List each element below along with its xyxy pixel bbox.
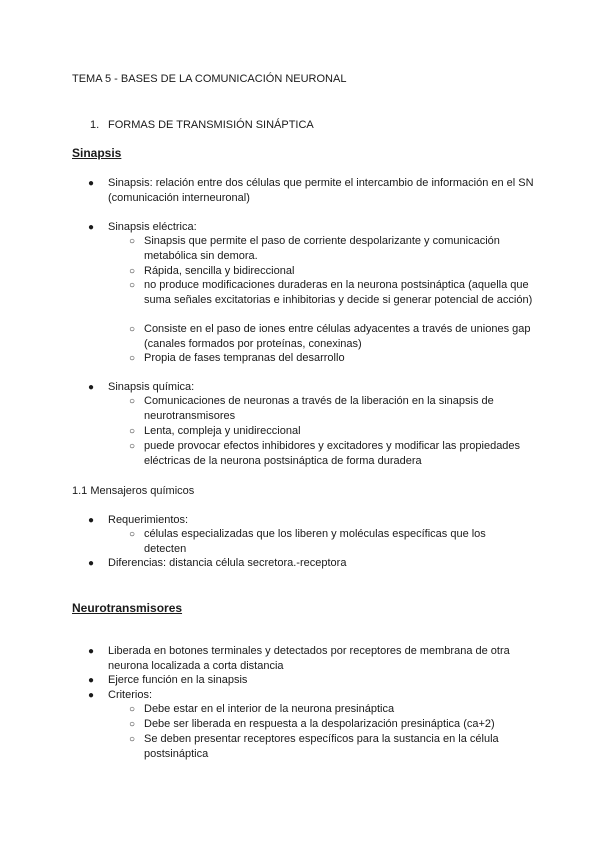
- bullet-circle: ○: [129, 324, 136, 335]
- criterio-item: Debe ser liberada en respuesta a la despolarización presináptica (ca+2): [144, 718, 495, 730]
- neurotransmisores-heading: Neurotransmisores: [72, 601, 183, 615]
- criterio-item: Se deben presentar receptores específicos para la sustancia en la célula postsináptica: [144, 733, 499, 760]
- bullet-disc: ●: [88, 558, 95, 569]
- section-title: FORMAS DE TRANSMISIÓN SINÁPTICA: [108, 119, 314, 131]
- quimica-item: puede provocar efectos inhibidores y excitadores y modificar las propiedades eléctricas de la neurona postsináptica de forma duradera: [144, 440, 521, 467]
- bullet-circle: ○: [129, 704, 136, 715]
- bullet-disc: ●: [88, 382, 95, 393]
- electrica-item: no produce modificaciones duraderas en la neurona postsináptica (aquella que suma señales excitatorias e inhibitorias y decide si generar potencial de acción): [144, 279, 533, 306]
- criterio-item: Debe estar en el interior de la neurona presináptica: [144, 703, 395, 715]
- sinapsis-quimica-label: Sinapsis química:: [108, 381, 195, 393]
- bullet-disc: ●: [88, 675, 95, 686]
- criterios-label: Criterios:: [108, 689, 153, 701]
- requerimientos-label: Requerimientos:: [108, 514, 189, 526]
- bullet-circle: ○: [129, 353, 136, 364]
- mensajeros-heading: 1.1 Mensajeros químicos: [72, 485, 195, 497]
- bullet-circle: ○: [129, 719, 136, 730]
- bullet-disc: ●: [88, 515, 95, 526]
- electrica-item: Consiste en el paso de iones entre células adyacentes a través de uniones gap (canales formados por proteínas, conexinas): [144, 323, 531, 350]
- document-title: TEMA 5 - BASES DE LA COMUNICACIÓN NEURONAL: [72, 73, 347, 85]
- diferencias-item: Diferencias: distancia célula secretora.-receptora: [108, 557, 347, 569]
- sinapsis-heading: Sinapsis: [72, 146, 122, 160]
- bullet-circle: ○: [129, 426, 136, 437]
- bullet-circle: ○: [129, 396, 136, 407]
- bullet-circle: ○: [129, 529, 136, 540]
- bullet-disc: ●: [88, 690, 95, 701]
- bullet-disc: ●: [88, 222, 95, 233]
- requerimientos-item: células especializadas que los liberen y moléculas específicas que los detecten: [144, 528, 486, 555]
- bullet-circle: ○: [129, 280, 136, 291]
- neurotransmisores-item: Liberada en botones terminales y detectados por receptores de membrana de otra neurona localizada a corta distancia: [108, 645, 510, 672]
- neurotransmisores-item: Ejerce función en la sinapsis: [108, 674, 248, 686]
- bullet-circle: ○: [129, 236, 136, 247]
- electrica-item: Sinapsis que permite el paso de corriente despolarizante y comunicación metabólica sin demora.: [144, 235, 500, 262]
- sinapsis-definition: Sinapsis: relación entre dos células que permite el intercambio de información en el SN (comunicación interneuronal): [108, 177, 534, 204]
- sinapsis-electrica-label: Sinapsis eléctrica:: [108, 221, 197, 233]
- bullet-circle: ○: [129, 441, 136, 452]
- bullet-disc: ●: [88, 178, 95, 189]
- quimica-item: Lenta, compleja y unidireccional: [144, 425, 301, 437]
- bullet-circle: ○: [129, 734, 136, 745]
- electrica-item: Rápida, sencilla y bidireccional: [144, 265, 295, 277]
- electrica-item: Propia de fases tempranas del desarrollo: [144, 352, 345, 364]
- bullet-disc: ●: [88, 646, 95, 657]
- quimica-item: Comunicaciones de neuronas a través de la liberación en la sinapsis de neurotransmisores: [144, 395, 494, 422]
- bullet-circle: ○: [129, 266, 136, 277]
- section-number: 1.: [90, 119, 100, 131]
